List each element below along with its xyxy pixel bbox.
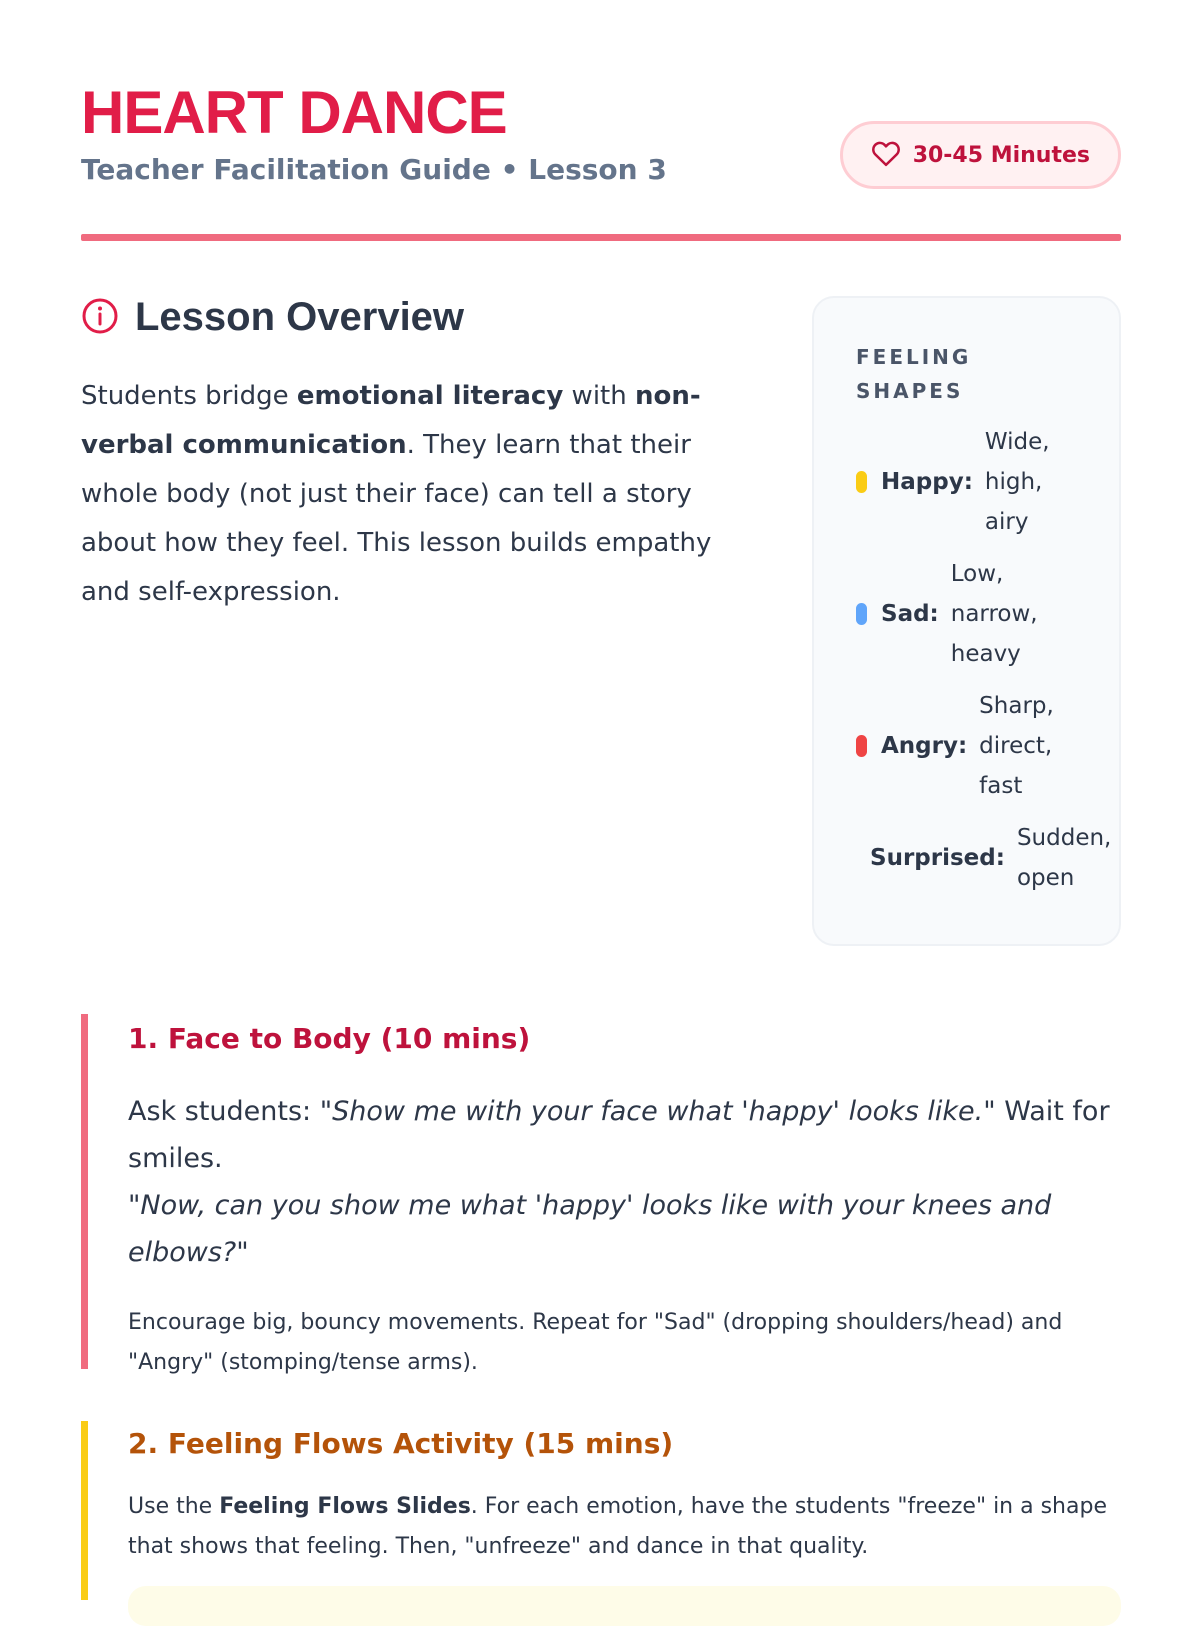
step-face-to-body <box>81 1014 1121 1375</box>
angry-dot <box>856 735 867 757</box>
overview-heading <box>81 295 464 340</box>
shape-desc-line: Low, <box>950 561 1004 587</box>
page-title: HEART DANCE <box>81 79 507 146</box>
header-divider <box>81 234 1121 241</box>
overview-paragraph <box>81 372 741 617</box>
overview-title: Lesson Overview <box>135 295 465 339</box>
shape-desc <box>951 554 1038 674</box>
shape-desc <box>1017 818 1111 898</box>
overview-bold-1: emotional literacy <box>296 381 564 411</box>
duration-label: 30-45 Minutes <box>912 142 1090 168</box>
heart-icon <box>871 139 901 171</box>
step-accent-bar <box>81 1421 88 1600</box>
shape-name: Happy: <box>881 469 973 495</box>
overview-text-1: Students bridge <box>81 381 297 411</box>
duration-badge <box>840 121 1121 189</box>
step-title: 2. Feeling Flows Activity (15 mins) <box>128 1427 674 1460</box>
step2-text-2: . For each emotion, have the students "freeze" in a shape that shows that feeling. Then, "unfreeze" and dance in that quality. <box>128 1494 1107 1559</box>
lesson-guide-page <box>81 0 1121 1559</box>
happy-dot <box>856 471 867 493</box>
shape-desc-line: high, <box>984 469 1043 495</box>
shape-desc-line: open <box>1016 865 1075 891</box>
shape-row-happy <box>856 422 1050 542</box>
feeling-shapes-card <box>812 296 1121 946</box>
shape-row-surprised <box>870 818 1111 898</box>
shape-name: Surprised: <box>870 845 1005 871</box>
step-instructions <box>128 1487 1108 1567</box>
step2-text-1: Use the <box>128 1494 220 1519</box>
info-icon <box>81 297 119 339</box>
shape-desc-line: Wide, <box>984 429 1050 455</box>
tip-box <box>128 1586 1121 1626</box>
ask-text: Ask students: <box>128 1096 320 1127</box>
shape-desc-line: direct, <box>979 733 1053 759</box>
shape-desc-line: Sharp, <box>979 693 1054 719</box>
shape-desc-line: airy <box>984 509 1029 535</box>
shape-row-sad <box>856 554 1038 674</box>
overview-text-3: . They learn that their whole body (not just their face) can tell a story about how they feel. This lesson builds empathy and self-expression. <box>81 430 712 607</box>
sad-dot <box>856 603 867 625</box>
shape-desc <box>985 422 1050 542</box>
shape-name: Sad: <box>881 601 939 627</box>
shape-desc-line: heavy <box>950 641 1021 667</box>
shape-desc <box>979 686 1054 806</box>
shape-row-angry <box>856 686 1054 806</box>
shape-desc-line: fast <box>979 773 1023 799</box>
overview-text-2: with <box>563 381 635 411</box>
shape-name: Angry: <box>881 733 968 759</box>
page-subtitle: Teacher Facilitation Guide • Lesson 3 <box>81 153 667 186</box>
step-note: Encourage big, bouncy movements. Repeat for "Sad" (dropping shoulders/head) and "Angry" (stomping/tense arms). <box>128 1310 1063 1375</box>
step-instructions <box>128 1088 1118 1276</box>
step-title: 1. Face to Body (10 mins) <box>128 1022 531 1055</box>
step-accent-bar <box>81 1014 88 1369</box>
quote-2: "Now, can you show me what 'happy' looks like with your knees and elbows?" <box>128 1190 1052 1268</box>
shape-desc-line: Sudden, <box>1016 825 1112 851</box>
step-feeling-flows <box>81 1421 1121 1600</box>
shape-desc-line: narrow, <box>950 601 1038 627</box>
feeling-shapes-title: FEELING SHAPES <box>856 345 972 403</box>
overview-bold-2: non-verbal communication <box>81 381 701 460</box>
quote-1: "Show me with your face what 'happy' looks like." <box>319 1096 996 1127</box>
header <box>81 0 1121 242</box>
slides-name: Feeling Flows Slides <box>219 1494 471 1519</box>
after-quote-text: Wait for smiles. <box>128 1096 1110 1174</box>
